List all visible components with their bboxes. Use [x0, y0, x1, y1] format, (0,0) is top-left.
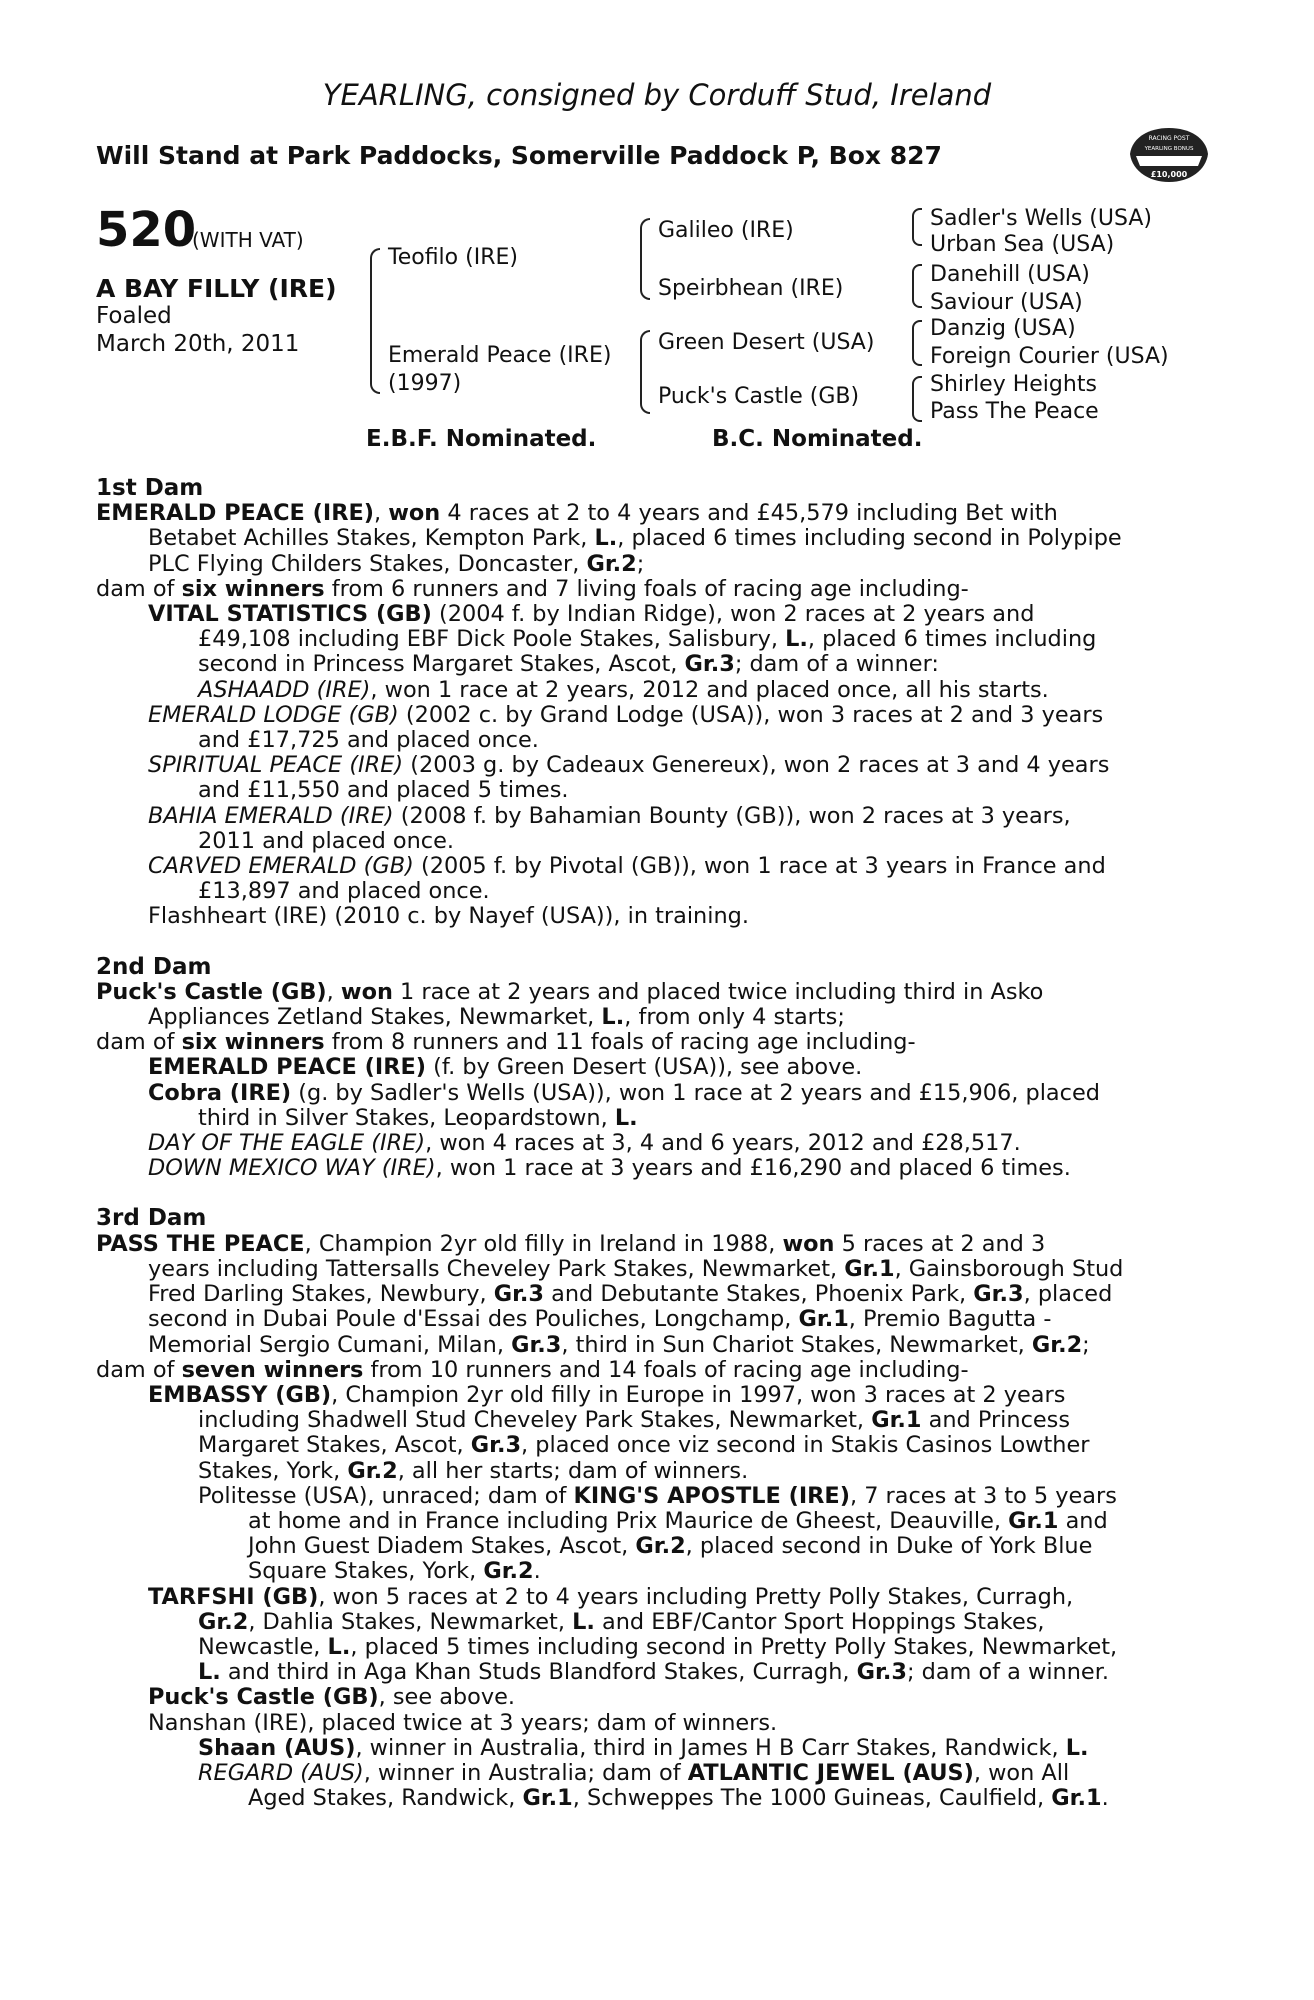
dam-brace	[640, 330, 650, 414]
text-line	[96, 1585, 1204, 1610]
text-line	[96, 1131, 1204, 1156]
text-segment: Puck's Castle (GB)	[148, 1684, 379, 1711]
text-segment: , see above.	[378, 1684, 515, 1711]
ds-brace	[912, 320, 922, 366]
text-segment: six winners	[181, 575, 325, 602]
dam-dam: Puck's Castle (GB)	[658, 384, 860, 409]
text-segment: won	[782, 1230, 835, 1257]
text-line	[96, 602, 1204, 627]
text-segment: ;	[636, 550, 645, 577]
text-segment: (2008 f. by Bahamian Bounty (GB)), won 2 races at 3 years,	[393, 802, 1071, 829]
text-segment: L.	[614, 1104, 638, 1131]
text-segment: including Shadwell Stud Cheveley Park Stakes, Newmarket,	[198, 1407, 872, 1434]
sss-name: Sadler's Wells (USA)	[930, 206, 1152, 231]
text-segment: Stakes, York,	[198, 1457, 348, 1484]
text-line	[96, 1559, 1204, 1584]
pedigree-notes	[96, 476, 1204, 1811]
text-line	[96, 1610, 1204, 1635]
text-segment: Gr.1	[798, 1306, 849, 1333]
sds-name: Danehill (USA)	[930, 262, 1090, 287]
badge-top-text: RACING POST	[1148, 135, 1190, 142]
text-segment: and	[1058, 1507, 1108, 1534]
section-heading	[96, 955, 1204, 980]
text-line	[96, 552, 1204, 577]
text-line	[96, 1660, 1204, 1685]
text-segment: (2002 c. by Grand Lodge (USA)), won 3 races at 2 and 3 years	[398, 701, 1104, 728]
text-segment: third in Silver Stakes, Leopardstown,	[198, 1104, 615, 1131]
text-segment: from 10 runners and 14 foals of racing age including-	[363, 1356, 969, 1383]
text-segment: second in Dubai Poule d'Essai des Pouliches, Longchamp,	[148, 1306, 799, 1333]
text-segment: , Premio Bagutta -	[848, 1306, 1052, 1333]
text-segment: L.	[198, 1659, 221, 1686]
text-segment: Gr.3	[470, 1432, 522, 1459]
text-segment: six winners	[181, 1029, 325, 1056]
text-segment: £49,108 including EBF Dick Poole Stakes, Salisbury,	[198, 626, 786, 653]
text-segment: ; dam of a winner.	[906, 1659, 1109, 1686]
text-segment: ,	[373, 500, 389, 527]
text-segment: ;	[1082, 1331, 1090, 1358]
text-segment: Gr.3	[973, 1281, 1024, 1308]
stand-location: Will Stand at Park Paddocks, Somerville Paddock P, Box 827	[96, 141, 942, 170]
page-header: YEARLING, consigned by Corduff Stud, Ireland	[322, 78, 992, 112]
text-segment: dam of	[96, 575, 182, 602]
text-segment: ASHAADD (IRE)	[198, 676, 371, 703]
text-segment: Gr.1	[844, 1255, 895, 1282]
sire-brace	[640, 218, 650, 300]
text-line	[96, 1685, 1204, 1710]
text-segment: at home and in France including Prix Maurice de Gheest, Deauville,	[248, 1507, 1009, 1534]
text-line	[96, 1736, 1204, 1761]
text-segment: , placed once viz second in Stakis Casinos Lowther	[521, 1432, 1090, 1459]
ddd-name: Pass The Peace	[930, 399, 1099, 424]
text-segment: Gr.1	[522, 1785, 573, 1812]
text-segment: .	[1101, 1785, 1109, 1812]
text-segment: , Schweppes The 1000 Guineas, Caulfield,	[572, 1785, 1052, 1812]
text-segment: Gr.3	[684, 651, 735, 678]
text-segment: seven winners	[181, 1356, 364, 1383]
text-segment: EMERALD LODGE (GB)	[148, 701, 399, 728]
text-line	[96, 904, 1204, 929]
text-segment: and EBF/Cantor Sport Hoppings Stakes,	[594, 1608, 1045, 1635]
text-segment: and Princess	[921, 1407, 1071, 1434]
text-segment: second in Princess Margaret Stakes, Ascot,	[198, 651, 685, 678]
text-segment: L.	[572, 1608, 595, 1635]
section-heading	[96, 476, 1204, 501]
text-line	[96, 1433, 1204, 1458]
text-line	[96, 652, 1204, 677]
text-segment: , 7 races at 3 to 5 years	[849, 1482, 1117, 1509]
text-segment: , all her starts; dam of winners.	[397, 1457, 749, 1484]
text-segment: DAY OF THE EAGLE (IRE)	[148, 1130, 426, 1157]
text-segment: (f. by Green Desert (USA)), see above.	[425, 1054, 863, 1081]
text-line	[96, 1081, 1204, 1106]
text-segment: Nanshan (IRE), placed twice at 3 years; dam of winners.	[148, 1709, 778, 1736]
text-segment: , won 4 races at 3, 4 and 6 years, 2012 and £28,517.	[425, 1130, 1021, 1157]
text-segment: (2003 g. by Cadeaux Genereux), won 2 races at 3 and 4 years	[403, 752, 1110, 779]
text-segment: CARVED EMERALD (GB)	[148, 853, 414, 880]
text-line	[96, 804, 1204, 829]
text-segment: , won All	[973, 1759, 1070, 1786]
text-line	[96, 1509, 1204, 1534]
text-line	[96, 1761, 1204, 1786]
spacer	[96, 930, 1204, 955]
text-segment: , Champion 2yr old filly in Ireland in 1988,	[304, 1230, 783, 1257]
text-segment: and £17,725 and placed once.	[198, 727, 539, 754]
text-segment: L.	[1065, 1734, 1089, 1761]
sdd-name: Saviour (USA)	[930, 290, 1083, 315]
text-segment: EMERALD PEACE (IRE)	[96, 500, 374, 527]
text-segment: Gr.2	[635, 1533, 686, 1560]
bonus-badge-icon	[1128, 126, 1210, 184]
text-segment: dam of	[96, 1029, 182, 1056]
text-line	[96, 778, 1204, 803]
text-line	[96, 678, 1204, 703]
text-segment: PASS THE PEACE	[96, 1230, 305, 1257]
text-segment: ; dam of a winner:	[734, 651, 939, 678]
text-segment: Gr.1	[1008, 1507, 1059, 1534]
text-segment: , won 5 races at 2 to 4 years including Pretty Polly Stakes, Curragh,	[318, 1583, 1074, 1610]
text-segment: won	[388, 500, 441, 527]
text-segment: , placed 6 times including second in Polypipe	[617, 525, 1122, 552]
text-segment: £13,897 and placed once.	[198, 878, 490, 905]
text-segment: Flashheart (IRE) (2010 c. by Nayef (USA)), in training.	[148, 903, 749, 930]
text-line	[96, 526, 1204, 551]
text-line	[96, 501, 1204, 526]
text-line	[96, 1635, 1204, 1660]
badge-mid-text: YEARLING BONUS	[1144, 146, 1194, 152]
lot-number: 520	[96, 202, 197, 258]
text-segment: Gr.2	[198, 1608, 249, 1635]
text-line	[96, 728, 1204, 753]
text-segment: 4 races at 2 to 4 years and £45,579 including Bet with	[440, 500, 1058, 527]
text-segment: L.	[594, 525, 618, 552]
text-segment: .	[533, 1558, 541, 1585]
text-segment: Politesse (USA), unraced; dam of	[198, 1482, 574, 1509]
text-segment: Memorial Sergio Cumani, Milan,	[148, 1331, 512, 1358]
text-segment: Appliances Zetland Stakes, Newmarket,	[148, 1004, 602, 1031]
text-line	[96, 577, 1204, 602]
text-segment: , Dahlia Stakes, Newmarket,	[248, 1608, 573, 1635]
text-line	[96, 1786, 1204, 1811]
text-segment: TARFSHI (GB)	[148, 1583, 319, 1610]
vat-label: (WITH VAT)	[192, 228, 304, 252]
text-segment: , won 1 race at 2 years, 2012 and placed once, all his starts.	[370, 676, 1049, 703]
text-segment: 3rd Dam	[96, 1205, 207, 1232]
ebf-nominated: E.B.F. Nominated.	[366, 426, 597, 452]
text-segment: , winner in Australia; dam of	[363, 1759, 688, 1786]
text-segment: Gr.2	[347, 1457, 398, 1484]
foaled-date: March 20th, 2011	[96, 331, 300, 357]
dss-name: Danzig (USA)	[930, 316, 1076, 341]
badge-amount: £10,000	[1150, 170, 1188, 179]
text-line	[96, 1484, 1204, 1509]
text-segment: Newcastle,	[198, 1633, 328, 1660]
lot-description: A BAY FILLY (IRE)	[96, 274, 337, 303]
text-segment: 2nd Dam	[96, 953, 212, 980]
text-segment: Betabet Achilles Stakes, Kempton Park,	[148, 525, 595, 552]
text-segment: Fred Darling Stakes, Newbury,	[148, 1281, 494, 1308]
text-segment: Gr.1	[871, 1407, 922, 1434]
text-segment: years including Tattersalls Cheveley Park Stakes, Newmarket,	[148, 1255, 845, 1282]
text-segment: Gr.2	[586, 550, 637, 577]
text-segment: EMERALD PEACE (IRE)	[148, 1054, 426, 1081]
section-heading	[96, 1206, 1204, 1231]
text-line	[96, 879, 1204, 904]
text-segment: Cobra (IRE)	[148, 1079, 292, 1106]
text-segment: , won 1 race at 3 years and £16,290 and placed 6 times.	[435, 1155, 1071, 1182]
text-segment: and Debutante Stakes, Phoenix Park,	[544, 1281, 974, 1308]
ss-brace	[912, 208, 922, 246]
text-line	[96, 1055, 1204, 1080]
dam-sire: Green Desert (USA)	[658, 330, 875, 355]
text-segment: and £11,550 and placed 5 times.	[198, 777, 569, 804]
text-line	[96, 1307, 1204, 1332]
text-line	[96, 1106, 1204, 1131]
text-line	[96, 703, 1204, 728]
bc-nominated: B.C. Nominated.	[712, 426, 923, 452]
text-line	[96, 980, 1204, 1005]
text-segment: Gr.3	[511, 1331, 562, 1358]
text-segment: , winner in Australia, third in James H B Carr Stakes, Randwick,	[355, 1734, 1066, 1761]
text-line	[96, 1358, 1204, 1383]
dam-year: (1997)	[388, 371, 462, 396]
text-segment: Margaret Stakes, Ascot,	[198, 1432, 471, 1459]
text-line	[96, 829, 1204, 854]
text-line	[96, 1534, 1204, 1559]
ssd-name: Urban Sea (USA)	[930, 232, 1115, 257]
text-segment: , placed second in Duke of York Blue	[685, 1533, 1093, 1560]
text-segment: L.	[327, 1633, 351, 1660]
dd-brace	[912, 376, 922, 422]
text-segment: Square Stakes, York,	[248, 1558, 484, 1585]
text-line	[96, 1257, 1204, 1282]
text-segment: (2005 f. by Pivotal (GB)), won 1 race at 3 years in France and	[413, 853, 1106, 880]
text-segment: from 8 runners and 11 foals of racing age including-	[324, 1029, 916, 1056]
text-segment: EMBASSY (GB)	[148, 1381, 332, 1408]
text-line	[96, 1383, 1204, 1408]
text-segment: , from only 4 starts;	[624, 1004, 845, 1031]
text-segment: Shaan (AUS)	[198, 1734, 356, 1761]
text-segment: (g. by Sadler's Wells (USA)), won 1 race at 2 years and £15,906, placed	[291, 1079, 1100, 1106]
text-segment: John Guest Diadem Stakes, Ascot,	[248, 1533, 636, 1560]
text-segment: DOWN MEXICO WAY (IRE)	[148, 1155, 436, 1182]
sd-brace	[912, 264, 922, 308]
text-segment: Gr.2	[483, 1558, 534, 1585]
text-segment: , placed 5 times including second in Pretty Polly Stakes, Newmarket,	[350, 1633, 1118, 1660]
text-line	[96, 854, 1204, 879]
text-segment: PLC Flying Childers Stakes, Doncaster,	[148, 550, 587, 577]
text-line	[96, 753, 1204, 778]
text-segment: KING'S APOSTLE (IRE)	[573, 1482, 850, 1509]
text-segment: from 6 runners and 7 living foals of racing age including-	[324, 575, 969, 602]
text-line	[96, 1333, 1204, 1358]
text-line	[96, 1005, 1204, 1030]
text-segment: ,	[326, 978, 341, 1005]
text-segment: Aged Stakes, Randwick,	[248, 1785, 523, 1812]
text-line	[96, 1711, 1204, 1736]
text-segment: Gr.2	[1031, 1331, 1083, 1358]
sire-dam: Speirbhean (IRE)	[658, 276, 844, 301]
text-segment: REGARD (AUS)	[198, 1759, 364, 1786]
text-segment: L.	[785, 626, 808, 653]
text-segment: 1st Dam	[96, 475, 204, 501]
sire-name: Teofilo (IRE)	[388, 245, 518, 270]
dds-name: Shirley Heights	[930, 372, 1097, 397]
text-segment: 2011 and placed once.	[198, 827, 455, 854]
text-segment: and third in Aga Khan Studs Blandford Stakes, Curragh,	[220, 1659, 857, 1686]
text-segment: VITAL STATISTICS (GB)	[148, 601, 432, 628]
text-segment: dam of	[96, 1356, 182, 1383]
text-segment: Gr.1	[1051, 1785, 1102, 1812]
foaled-label: Foaled	[96, 303, 172, 329]
text-line	[96, 627, 1204, 652]
text-segment: SPIRITUAL PEACE (IRE)	[148, 752, 404, 779]
text-segment: ATLANTIC JEWEL (AUS)	[687, 1759, 974, 1786]
text-line	[96, 1459, 1204, 1484]
text-segment: Gr.3	[856, 1659, 907, 1686]
dsd-name: Foreign Courier (USA)	[930, 344, 1169, 369]
text-segment: , placed 6 times including	[807, 626, 1097, 653]
text-segment: BAHIA EMERALD (IRE)	[148, 802, 394, 829]
text-line	[96, 1282, 1204, 1307]
text-segment: Puck's Castle (GB)	[96, 978, 327, 1005]
text-segment: , third in Sun Chariot Stakes, Newmarket,	[561, 1331, 1032, 1358]
spacer	[96, 1181, 1204, 1206]
text-line	[96, 1232, 1204, 1257]
text-line	[96, 1408, 1204, 1433]
sire-dam-brace	[370, 248, 380, 394]
text-segment: 5 races at 2 and 3	[834, 1230, 1046, 1257]
text-line	[96, 1030, 1204, 1055]
text-segment: (2004 f. by Indian Ridge), won 2 races at 2 years and	[431, 601, 1035, 628]
sire-sire: Galileo (IRE)	[658, 218, 794, 243]
text-segment: won	[340, 978, 393, 1005]
text-segment: , Champion 2yr old filly in Europe in 1997, won 3 races at 2 years	[331, 1381, 1066, 1408]
text-segment: Gr.3	[493, 1281, 544, 1308]
text-segment: 1 race at 2 years and placed twice including third in Asko	[392, 978, 1044, 1005]
text-segment: , placed	[1023, 1281, 1113, 1308]
dam-name: Emerald Peace (IRE)	[388, 343, 612, 368]
text-segment: , Gainsborough Stud	[894, 1255, 1124, 1282]
text-segment: L.	[601, 1004, 625, 1031]
text-line	[96, 1156, 1204, 1181]
